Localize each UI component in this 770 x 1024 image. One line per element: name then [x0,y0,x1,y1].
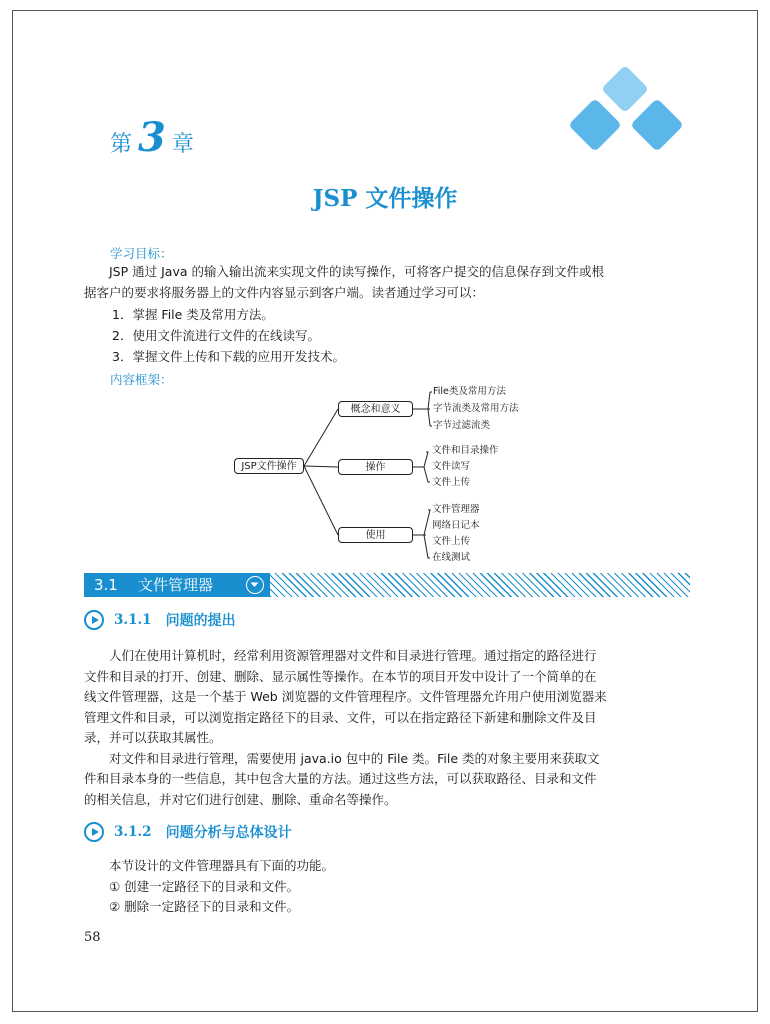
mindmap-leaf: 字节过滤流类 [433,420,491,431]
chapter-title: JSP 文件操作 [312,185,458,212]
body-line: 管理文件和目录，可以浏览指定路径下的目录、文件，可以在指定路径下新建和删除文件及目 [84,709,597,725]
subsection-number: 3.1.1 [114,612,152,628]
mindmap-leaf: 文件上传 [432,477,471,488]
mindmap-leaf: 在线测试 [432,552,471,563]
feature-item: ① 创建一定路径下的目录和文件。 [109,878,300,894]
mindmap-leaf: 文件读写 [432,461,471,472]
subsection-heading [84,609,236,631]
chapter-number: 3 [138,114,166,161]
subsection-title: 问题的提出 [165,613,236,629]
section-number: 3.1 [94,576,118,594]
play-circle-icon [84,822,104,842]
mindmap-branch: 概念和意义 [338,401,413,417]
subsection-number: 3.1.2 [114,824,152,840]
body-line: 人们在使用计算机时，经常利用资源管理器对文件和目录进行管理。通过指定的路径进行 [109,648,597,663]
section-bar-hatch [270,573,690,597]
mindmap-root: JSP文件操作 [234,458,304,474]
content-framework-diagram [220,382,560,568]
objective-item: 3．掌握文件上传和下载的应用开发技术。 [112,349,345,364]
design-paragraph [84,856,690,918]
section-title: 文件管理器 [138,576,214,594]
objectives-label: 学习目标： [110,246,173,261]
framework-label: 内容框架： [110,372,173,387]
objectives-intro-line: 据客户的要求将服务器上的文件内容显示到客户端。读者通过学习可以： [84,284,485,300]
chapter-prefix: 第 [110,132,133,157]
mindmap-leaf: 文件上传 [432,536,471,547]
objectives-intro-line: JSP 通过 Java 的输入输出流来实现文件的读写操作，可将客户提交的信息保存到文件或根 [109,264,604,279]
play-circle-icon [84,610,104,630]
body-line: 件和目录本身的一些信息，其中包含大量的方法。通过这些方法，可以获取路径、目录和文件 [84,771,597,786]
subsection-heading [84,821,292,843]
chapter-heading [110,116,194,160]
body-line: 线文件管理器，这是一个基于 Web 浏览器的文件管理程序。文件管理器允许用户使用浏览器来 [84,689,607,704]
body-line: 的相关信息，并对它们进行创建、删除、重命名等操作。 [84,791,397,807]
body-paragraphs [84,646,690,810]
mindmap-leaf: 网络日记本 [432,520,480,531]
chapter-suffix: 章 [171,132,194,157]
body-line: 本节设计的文件管理器具有下面的功能。 [109,858,335,873]
mindmap-leaf: File类及常用方法 [433,386,506,397]
objectives-intro [84,262,690,303]
mindmap-leaf: 文件和目录操作 [432,445,499,456]
body-line: 文件和目录的打开、创建、删除、显示属性等操作。在本节的项目开发中设计了一个简单的在 [84,668,597,684]
mindmap-branch: 操作 [338,459,413,475]
mindmap-leaf: 字节流类及常用方法 [433,403,519,414]
feature-item: ② 删除一定路径下的目录和文件。 [109,899,300,914]
body-line: 对文件和目录进行管理，需要使用 java.io 包中的 File 类。File 类的对象主要用来获取文 [109,750,600,766]
mindmap-leaf: 文件管理器 [432,504,480,515]
diamond-decoration-icon [560,64,700,164]
body-line: 录，并可以获取其属性。 [84,730,222,745]
section-heading-bar [84,573,690,597]
objectives-list [112,304,345,367]
objective-item: 2．使用文件流进行文件的在线读写。 [112,328,320,343]
subsection-title: 问题分析与总体设计 [165,825,292,841]
mindmap-branch: 使用 [338,527,413,543]
chevron-down-circle-icon [246,576,264,594]
page-number: 58 [84,930,101,945]
objective-item: 1．掌握 File 类及常用方法。 [112,307,274,322]
